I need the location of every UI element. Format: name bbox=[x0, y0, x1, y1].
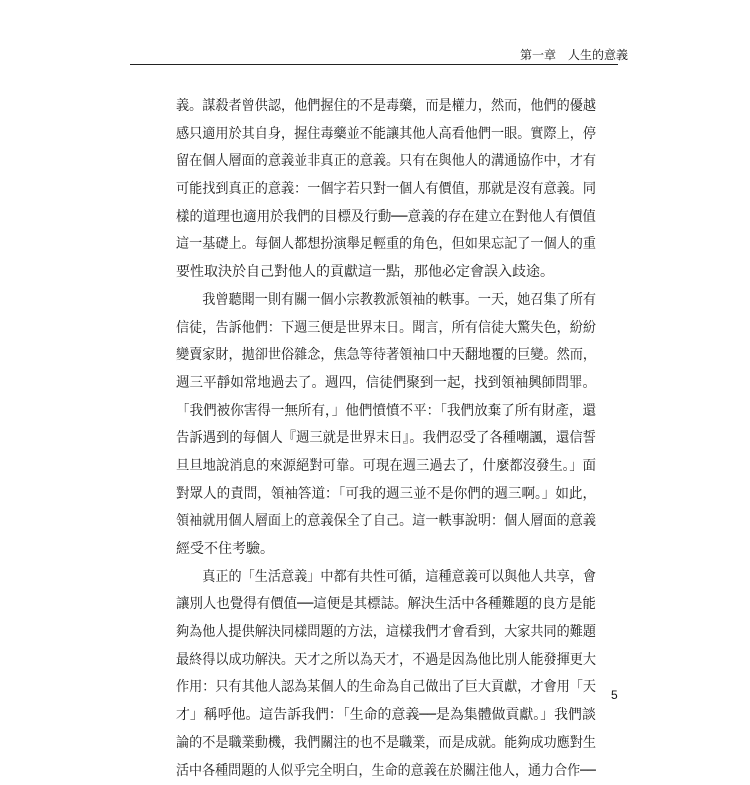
text-line: 讓別人也覺得有價值──這便是其標誌。解決生活中各種難題的良方是能 bbox=[176, 591, 580, 619]
running-head: 第一章 人生的意義 bbox=[520, 48, 628, 62]
text-line: 可能找到真正的意義：一個字若只對一個人有價值，那就是沒有意義。同 bbox=[176, 176, 570, 204]
body-text bbox=[176, 93, 596, 785]
text-line: 變賣家財，拋卻世俗雜念，焦急等待著領袖口中天翻地覆的巨變。然而， bbox=[176, 342, 570, 370]
text-line: 經受不住考驗。 bbox=[176, 536, 596, 564]
text-line: 留在個人層面的意義並非真正的意義。只有在與他人的溝通協作中，才有 bbox=[176, 148, 570, 176]
text-line: 要性取決於自己對他人的貢獻這一點，那他必定會誤入歧途。 bbox=[176, 259, 596, 287]
paragraph bbox=[176, 287, 596, 564]
text-line: 告訴遇到的每個人『週三就是世界末日』。我們忍受了各種嘲諷，還信誓 bbox=[176, 425, 576, 453]
text-line: 夠為他人提供解決同樣問題的方法，這樣我們才會看到，大家共同的難題 bbox=[176, 619, 570, 647]
text-line: 義。謀殺者曾供認，他們握住的不是毒藥，而是權力，然而，他們的優越 bbox=[176, 93, 570, 121]
text-line: 對眾人的責問，領袖答道：「可我的週三並不是你們的週三啊。」如此， bbox=[176, 481, 582, 509]
page-number: 5 bbox=[611, 688, 618, 702]
text-line: 最終得以成功解決。天才之所以為天才，不過是因為他比別人能發揮更大 bbox=[176, 647, 570, 675]
text-line: 旦旦地說消息的來源絕對可靠。可現在週三過去了，什麼都沒發生。」面 bbox=[176, 453, 576, 481]
text-line: 論的不是職業動機，我們關注的也不是職業，而是成就。能夠成功應對生 bbox=[176, 730, 570, 758]
text-line: 週三平靜如常地過去了。週四，信徒們聚到一起，找到領袖興師問罪。 bbox=[176, 370, 582, 398]
header-rule bbox=[130, 64, 618, 65]
text-line: 領袖就用個人層面上的意義保全了自己。這一軼事說明：個人層面的意義 bbox=[176, 508, 570, 536]
text-line: 活中各種問題的人似乎完全明白，生命的意義在於關注他人，通力合作── bbox=[176, 758, 567, 785]
text-line: 樣的道理也適用於我們的目標及行動──意義的存在建立在對他人有價值 bbox=[176, 204, 580, 232]
text-line: 我曾聽聞一則有關一個小宗教教派領袖的軼事。一天，她召集了所有 bbox=[176, 287, 570, 315]
text-line: 真正的「生活意義」中都有共性可循，這種意義可以與他人共享，會 bbox=[176, 564, 570, 592]
text-line: 「我們被你害得一無所有，」他們憤憤不平：「我們放棄了所有財產，還 bbox=[176, 398, 582, 426]
paragraph bbox=[176, 93, 596, 287]
text-line: 感只適用於其自身，握住毒藥並不能讓其他人高看他們一眼。實際上，停 bbox=[176, 121, 570, 149]
paragraph bbox=[176, 564, 596, 785]
text-line: 信徒，告訴他們：下週三便是世界末日。聞言，所有信徒大驚失色，紛紛 bbox=[176, 315, 570, 343]
text-line: 這一基礎上。每個人都想扮演舉足輕重的角色，但如果忘記了一個人的重 bbox=[176, 231, 570, 259]
text-line: 才」稱呼他。這告訴我們：「生命的意義──是為集體做貢獻。」我們談 bbox=[176, 702, 593, 730]
text-line: 作用：只有其他人認為某個人的生命為自己做出了巨大貢獻，才會用「天 bbox=[176, 674, 570, 702]
